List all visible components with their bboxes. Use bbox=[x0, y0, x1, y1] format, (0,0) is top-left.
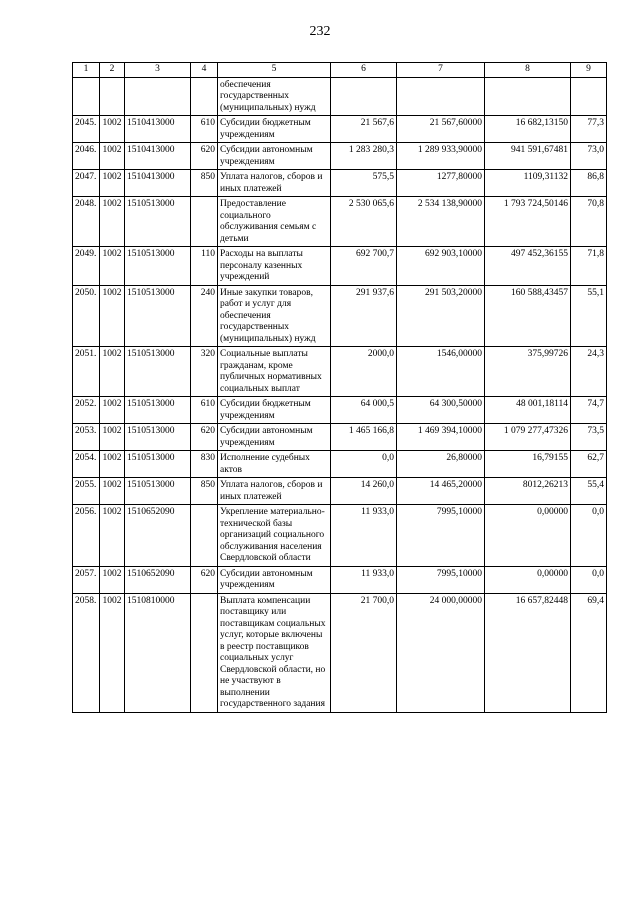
expense-name: Иные закупки товаров, работ и услуг для обеспечения государственных (муниципальных) нужд bbox=[218, 285, 331, 347]
executed-amount: 0,00000 bbox=[485, 566, 571, 593]
execution-percent: 55,1 bbox=[571, 285, 607, 347]
planned-amount: 64 000,5 bbox=[331, 397, 397, 424]
expense-type-code: 850 bbox=[191, 478, 218, 505]
header-row bbox=[73, 63, 607, 78]
expense-name: Расходы на выплаты персоналу казенных учреждений bbox=[218, 247, 331, 286]
expense-type-code: 830 bbox=[191, 451, 218, 478]
expense-type-code: 850 bbox=[191, 170, 218, 197]
expense-name: Выплата компенсации поставщику или поставщикам социальных услуг, которые включены в реестр поставщиков социальных услуг Свердловской области, но не участвуют в выполнении государственного задания bbox=[218, 593, 331, 712]
executed-amount: 16,79155 bbox=[485, 451, 571, 478]
section-code: 1002 bbox=[100, 285, 125, 347]
expense-name: обеспечения государственных (муниципальных) нужд bbox=[218, 77, 331, 116]
target-article-code: 1510513000 bbox=[125, 478, 191, 505]
target-article-code: 1510652090 bbox=[125, 566, 191, 593]
planned-amount bbox=[331, 77, 397, 116]
execution-percent: 0,0 bbox=[571, 566, 607, 593]
planned-amount: 11 933,0 bbox=[331, 566, 397, 593]
table-row bbox=[73, 347, 607, 397]
adjusted-amount: 26,80000 bbox=[397, 451, 485, 478]
section-code: 1002 bbox=[100, 424, 125, 451]
execution-percent: 0,0 bbox=[571, 505, 607, 567]
expense-type-code bbox=[191, 593, 218, 712]
column-header: 5 bbox=[218, 63, 331, 78]
row-number: 2047. bbox=[73, 170, 100, 197]
executed-amount: 941 591,67481 bbox=[485, 143, 571, 170]
execution-percent: 24,3 bbox=[571, 347, 607, 397]
expense-name: Предоставление социального обслуживания семьям с детьми bbox=[218, 197, 331, 247]
row-number: 2046. bbox=[73, 143, 100, 170]
expense-type-code: 110 bbox=[191, 247, 218, 286]
planned-amount: 0,0 bbox=[331, 451, 397, 478]
table-row bbox=[73, 197, 607, 247]
expense-name: Субсидии бюджетным учреждениям bbox=[218, 397, 331, 424]
row-number: 2056. bbox=[73, 505, 100, 567]
expense-type-code: 320 bbox=[191, 347, 218, 397]
target-article-code: 1510652090 bbox=[125, 505, 191, 567]
executed-amount: 160 588,43457 bbox=[485, 285, 571, 347]
adjusted-amount: 1 289 933,90000 bbox=[397, 143, 485, 170]
adjusted-amount: 2 534 138,90000 bbox=[397, 197, 485, 247]
target-article-code: 1510513000 bbox=[125, 247, 191, 286]
column-header: 4 bbox=[191, 63, 218, 78]
target-article-code: 1510413000 bbox=[125, 116, 191, 143]
planned-amount: 14 260,0 bbox=[331, 478, 397, 505]
expense-name: Субсидии бюджетным учреждениям bbox=[218, 116, 331, 143]
section-code: 1002 bbox=[100, 170, 125, 197]
table-row bbox=[73, 116, 607, 143]
adjusted-amount: 1277,80000 bbox=[397, 170, 485, 197]
row-number: 2052. bbox=[73, 397, 100, 424]
planned-amount: 291 937,6 bbox=[331, 285, 397, 347]
table-row bbox=[73, 285, 607, 347]
target-article-code: 1510513000 bbox=[125, 451, 191, 478]
execution-percent: 62,7 bbox=[571, 451, 607, 478]
column-header: 3 bbox=[125, 63, 191, 78]
target-article-code: 1510513000 bbox=[125, 347, 191, 397]
expense-type-code: 610 bbox=[191, 397, 218, 424]
adjusted-amount: 14 465,20000 bbox=[397, 478, 485, 505]
expense-type-code bbox=[191, 505, 218, 567]
adjusted-amount: 21 567,60000 bbox=[397, 116, 485, 143]
target-article-code: 1510513000 bbox=[125, 197, 191, 247]
adjusted-amount: 64 300,50000 bbox=[397, 397, 485, 424]
execution-percent: 73,0 bbox=[571, 143, 607, 170]
row-number: 2054. bbox=[73, 451, 100, 478]
table-body bbox=[73, 63, 607, 713]
executed-amount bbox=[485, 77, 571, 116]
execution-percent: 69,4 bbox=[571, 593, 607, 712]
row-number: 2057. bbox=[73, 566, 100, 593]
expense-name: Субсидии автономным учреждениям bbox=[218, 143, 331, 170]
adjusted-amount bbox=[397, 77, 485, 116]
adjusted-amount: 291 503,20000 bbox=[397, 285, 485, 347]
expense-type-code: 620 bbox=[191, 566, 218, 593]
expense-type-code: 620 bbox=[191, 424, 218, 451]
adjusted-amount: 1546,00000 bbox=[397, 347, 485, 397]
table-row bbox=[73, 478, 607, 505]
section-code: 1002 bbox=[100, 478, 125, 505]
row-number: 2055. bbox=[73, 478, 100, 505]
table-row bbox=[73, 397, 607, 424]
expense-type-code bbox=[191, 77, 218, 116]
column-header: 1 bbox=[73, 63, 100, 78]
target-article-code: 1510513000 bbox=[125, 285, 191, 347]
executed-amount: 1 079 277,47326 bbox=[485, 424, 571, 451]
section-code: 1002 bbox=[100, 566, 125, 593]
row-number: 2051. bbox=[73, 347, 100, 397]
row-number bbox=[73, 77, 100, 116]
expense-name: Уплата налогов, сборов и иных платежей bbox=[218, 170, 331, 197]
executed-amount: 8012,26213 bbox=[485, 478, 571, 505]
execution-percent: 71,8 bbox=[571, 247, 607, 286]
execution-percent: 70,8 bbox=[571, 197, 607, 247]
section-code: 1002 bbox=[100, 593, 125, 712]
table-row bbox=[73, 424, 607, 451]
execution-percent: 73,5 bbox=[571, 424, 607, 451]
executed-amount: 16 682,13150 bbox=[485, 116, 571, 143]
section-code: 1002 bbox=[100, 397, 125, 424]
executed-amount: 1 793 724,50146 bbox=[485, 197, 571, 247]
column-header: 9 bbox=[571, 63, 607, 78]
row-number: 2049. bbox=[73, 247, 100, 286]
adjusted-amount: 1 469 394,10000 bbox=[397, 424, 485, 451]
adjusted-amount: 7995,10000 bbox=[397, 505, 485, 567]
column-header: 8 bbox=[485, 63, 571, 78]
section-code bbox=[100, 77, 125, 116]
target-article-code: 1510513000 bbox=[125, 397, 191, 424]
column-header: 2 bbox=[100, 63, 125, 78]
target-article-code: 1510810000 bbox=[125, 593, 191, 712]
table-row bbox=[73, 505, 607, 567]
budget-table bbox=[72, 62, 607, 713]
expense-name: Уплата налогов, сборов и иных платежей bbox=[218, 478, 331, 505]
section-code: 1002 bbox=[100, 451, 125, 478]
executed-amount: 0,00000 bbox=[485, 505, 571, 567]
executed-amount: 1109,31132 bbox=[485, 170, 571, 197]
expense-type-code: 610 bbox=[191, 116, 218, 143]
planned-amount: 1 465 166,8 bbox=[331, 424, 397, 451]
execution-percent: 55,4 bbox=[571, 478, 607, 505]
planned-amount: 692 700,7 bbox=[331, 247, 397, 286]
section-code: 1002 bbox=[100, 143, 125, 170]
planned-amount: 11 933,0 bbox=[331, 505, 397, 567]
expense-name: Социальные выплаты гражданам, кроме публичных нормативных социальных выплат bbox=[218, 347, 331, 397]
target-article-code bbox=[125, 77, 191, 116]
planned-amount: 21 567,6 bbox=[331, 116, 397, 143]
page-number: 232 bbox=[309, 24, 331, 39]
expense-type-code: 240 bbox=[191, 285, 218, 347]
row-number: 2058. bbox=[73, 593, 100, 712]
execution-percent: 86,8 bbox=[571, 170, 607, 197]
section-code: 1002 bbox=[100, 347, 125, 397]
expense-name: Субсидии автономным учреждениям bbox=[218, 424, 331, 451]
table-row bbox=[73, 451, 607, 478]
column-header: 6 bbox=[331, 63, 397, 78]
planned-amount: 2000,0 bbox=[331, 347, 397, 397]
executed-amount: 375,99726 bbox=[485, 347, 571, 397]
execution-percent: 77,3 bbox=[571, 116, 607, 143]
expense-name: Субсидии автономным учреждениям bbox=[218, 566, 331, 593]
target-article-code: 1510413000 bbox=[125, 170, 191, 197]
executed-amount: 48 001,18114 bbox=[485, 397, 571, 424]
adjusted-amount: 692 903,10000 bbox=[397, 247, 485, 286]
executed-amount: 497 452,36155 bbox=[485, 247, 571, 286]
planned-amount: 575,5 bbox=[331, 170, 397, 197]
table-row bbox=[73, 143, 607, 170]
execution-percent bbox=[571, 77, 607, 116]
section-code: 1002 bbox=[100, 197, 125, 247]
row-number: 2050. bbox=[73, 285, 100, 347]
expense-name: Исполнение судебных актов bbox=[218, 451, 331, 478]
section-code: 1002 bbox=[100, 116, 125, 143]
execution-percent: 74,7 bbox=[571, 397, 607, 424]
target-article-code: 1510513000 bbox=[125, 424, 191, 451]
target-article-code: 1510413000 bbox=[125, 143, 191, 170]
adjusted-amount: 24 000,00000 bbox=[397, 593, 485, 712]
row-number: 2053. bbox=[73, 424, 100, 451]
section-code: 1002 bbox=[100, 247, 125, 286]
planned-amount: 2 530 065,6 bbox=[331, 197, 397, 247]
table-row bbox=[73, 247, 607, 286]
section-code: 1002 bbox=[100, 505, 125, 567]
expense-type-code bbox=[191, 197, 218, 247]
row-number: 2048. bbox=[73, 197, 100, 247]
table-row bbox=[73, 170, 607, 197]
expense-name: Укрепление материально-технической базы организаций социального обслуживания населения Свердловской области bbox=[218, 505, 331, 567]
adjusted-amount: 7995,10000 bbox=[397, 566, 485, 593]
row-number: 2045. bbox=[73, 116, 100, 143]
planned-amount: 21 700,0 bbox=[331, 593, 397, 712]
executed-amount: 16 657,82448 bbox=[485, 593, 571, 712]
planned-amount: 1 283 280,3 bbox=[331, 143, 397, 170]
table-row bbox=[73, 77, 607, 116]
column-header: 7 bbox=[397, 63, 485, 78]
table-row bbox=[73, 566, 607, 593]
expense-type-code: 620 bbox=[191, 143, 218, 170]
table-row bbox=[73, 593, 607, 712]
